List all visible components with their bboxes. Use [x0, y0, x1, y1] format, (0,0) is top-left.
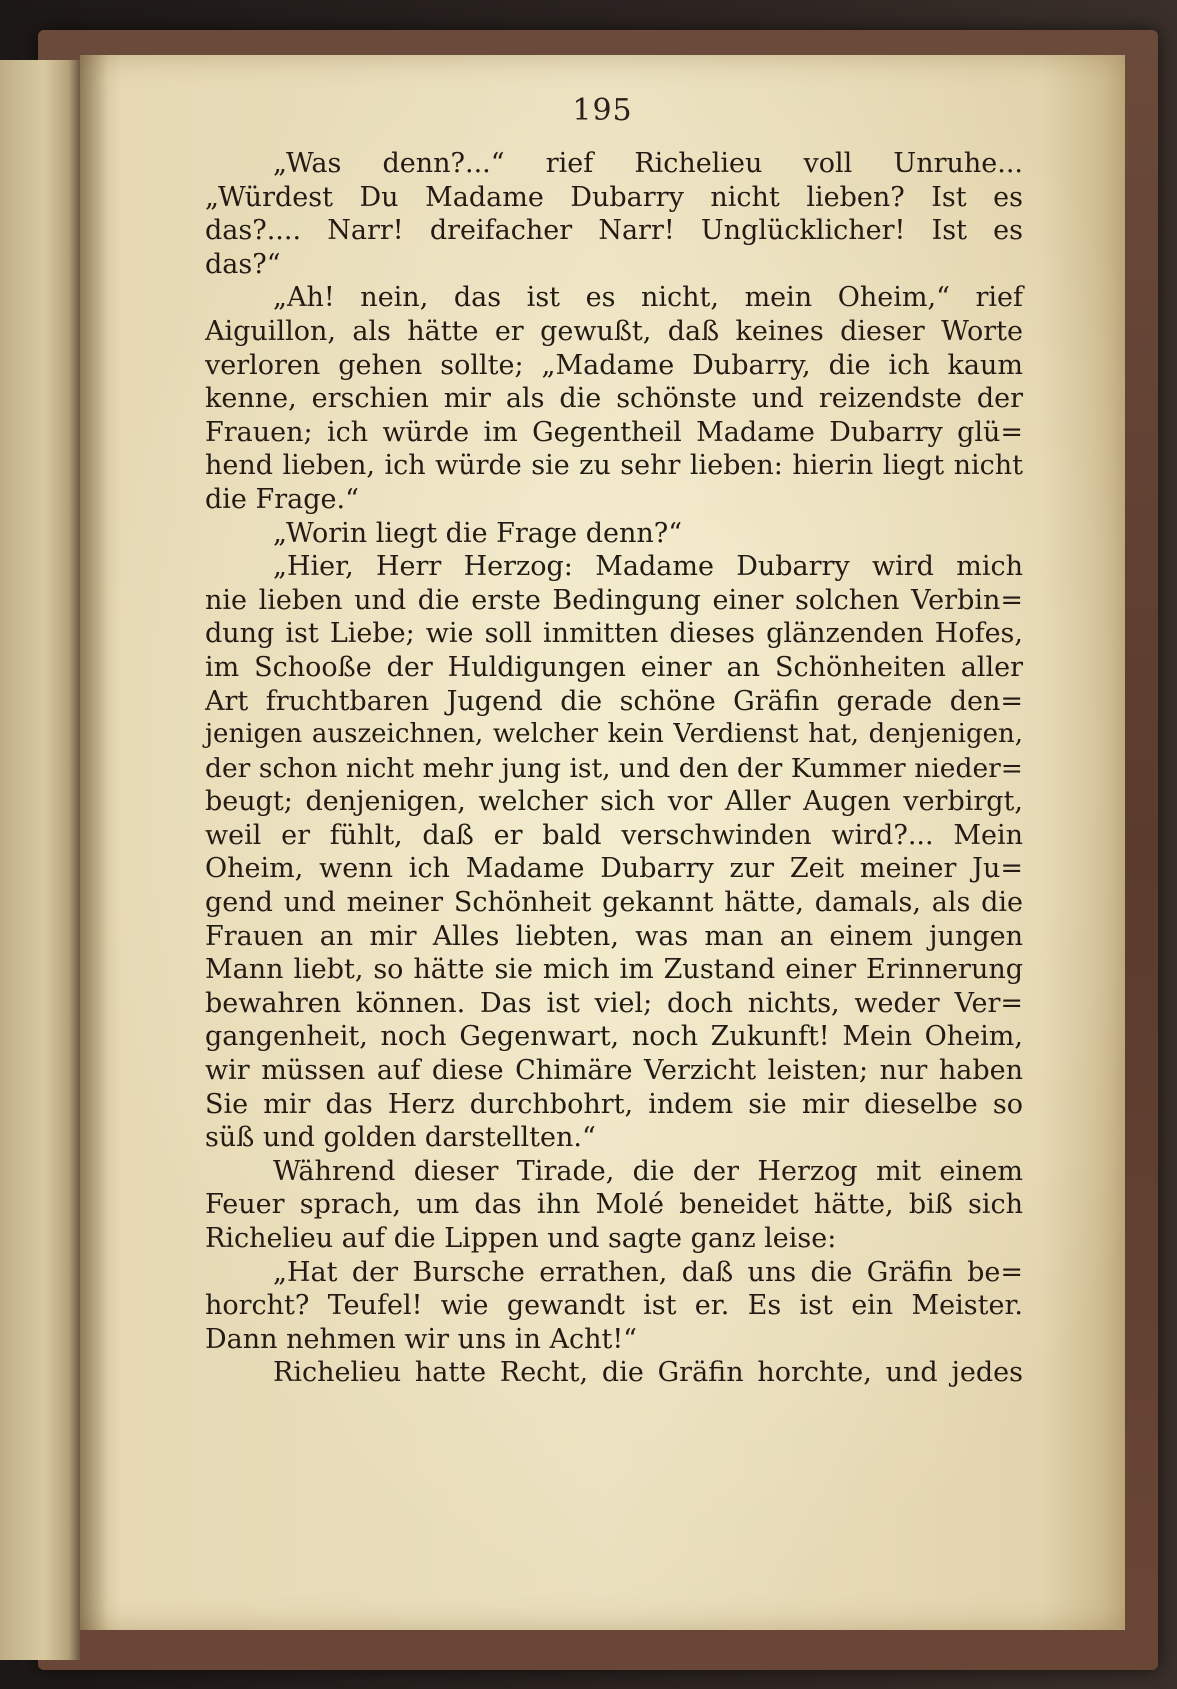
text-line: Aiguillon, als hätte er gewußt, daß keines dieser Worte: [205, 315, 1023, 347]
text-line: Frauen an mir Alles liebten, was man an einem jungen: [205, 920, 1023, 952]
text-line: Mann liebt, so hätte sie mich im Zustand einer Erinnerung: [205, 954, 1023, 986]
text-line: süß und golden darstellten.“: [205, 1122, 596, 1154]
text-line: wir müssen auf diese Chimäre Verzicht leisten; nur haben: [205, 1055, 1023, 1087]
text-line: Oheim, wenn ich Madame Dubarry zur Zeit meiner Ju=: [205, 853, 1023, 885]
text-line: „Worin liegt die Frage denn?“: [273, 517, 683, 549]
text-line: „Würdest Du Madame Dubarry nicht lieben? Ist es: [205, 181, 1023, 213]
text-line: horcht? Teufel! wie gewandt ist er. Es ist ein Meister.: [205, 1290, 1023, 1322]
text-line: dung ist Liebe; wie soll inmitten dieses glänzenden Hofes,: [205, 618, 1023, 650]
text-line: jenigen auszeichnen, welcher kein Verdienst hat, denjenigen,: [205, 719, 1023, 750]
text-line: Richelieu auf die Lippen und sagte ganz leise:: [205, 1223, 837, 1254]
text-line: „Was denn?...“ rief Richelieu voll Unruhe...: [273, 148, 1023, 179]
text-line: kenne, erschien mir als die schönste und reizendste der: [205, 383, 1023, 415]
text-line: „Hier, Herr Herzog: Madame Dubarry wird mich: [273, 551, 1023, 583]
text-line: Sie mir das Herz durchbohrt, indem sie mir dieselbe so: [205, 1088, 1023, 1120]
text-line: Feuer sprach, um das ihn Molé beneidet hätte, biß sich: [205, 1189, 1023, 1221]
text-line: das?“: [205, 248, 281, 280]
text-line: Frauen; ich würde im Gegentheil Madame Dubarry glü=: [205, 416, 1023, 448]
text-line: gend und meiner Schönheit gekannt hätte, damals, als die: [205, 887, 1023, 919]
text-line: verloren gehen sollte; „Madame Dubarry, die ich kaum: [205, 349, 1023, 381]
text-line: „Hat der Bursche errathen, daß uns die Gräfin be=: [273, 1256, 1023, 1288]
text-line: im Schooße der Huldigungen einer an Schönheiten aller: [205, 651, 1023, 683]
text-line: bewahren können. Das ist viel; doch nichts, weder Ver=: [205, 987, 1023, 1019]
text-line: Art fruchtbaren Jugend die schöne Gräfin gerade den=: [205, 685, 1023, 717]
text-line: der schon nicht mehr jung ist, und den der Kummer nieder=: [205, 752, 1023, 784]
text-line: Während dieser Tirade, die der Herzog mit einem: [273, 1155, 1023, 1187]
text-line: weil er fühlt, daß er bald verschwinden wird?... Mein: [205, 819, 1023, 851]
text-line: Dann nehmen wir uns in Acht!“: [205, 1323, 637, 1355]
text-line: die Frage.“: [205, 483, 359, 515]
book-page: [80, 55, 1125, 1630]
text-line: gangenheit, noch Gegenwart, noch Zukunft! Mein Oheim,: [205, 1021, 1023, 1053]
left-page-edge: [0, 60, 80, 1660]
text-line: nie lieben und die erste Bedingung einer solchen Verbin=: [205, 584, 1023, 616]
text-line: „Ah! nein, das ist es nicht, mein Oheim,“ rief: [273, 282, 1023, 314]
page-number: 195: [572, 93, 633, 128]
text-line: beugt; denjenigen, welcher sich vor Aller Augen verbirgt,: [205, 786, 1023, 818]
gutter-shadow: [80, 55, 108, 1630]
page-text: [205, 147, 1023, 1390]
text-line: Richelieu hatte Recht, die Gräfin horchte, und jedes: [273, 1357, 1023, 1389]
text-line: hend lieben, ich würde sie zu sehr lieben: hierin liegt nicht: [205, 450, 1023, 482]
text-line: das?.... Narr! dreifacher Narr! Unglücklicher! Ist es: [205, 215, 1023, 247]
